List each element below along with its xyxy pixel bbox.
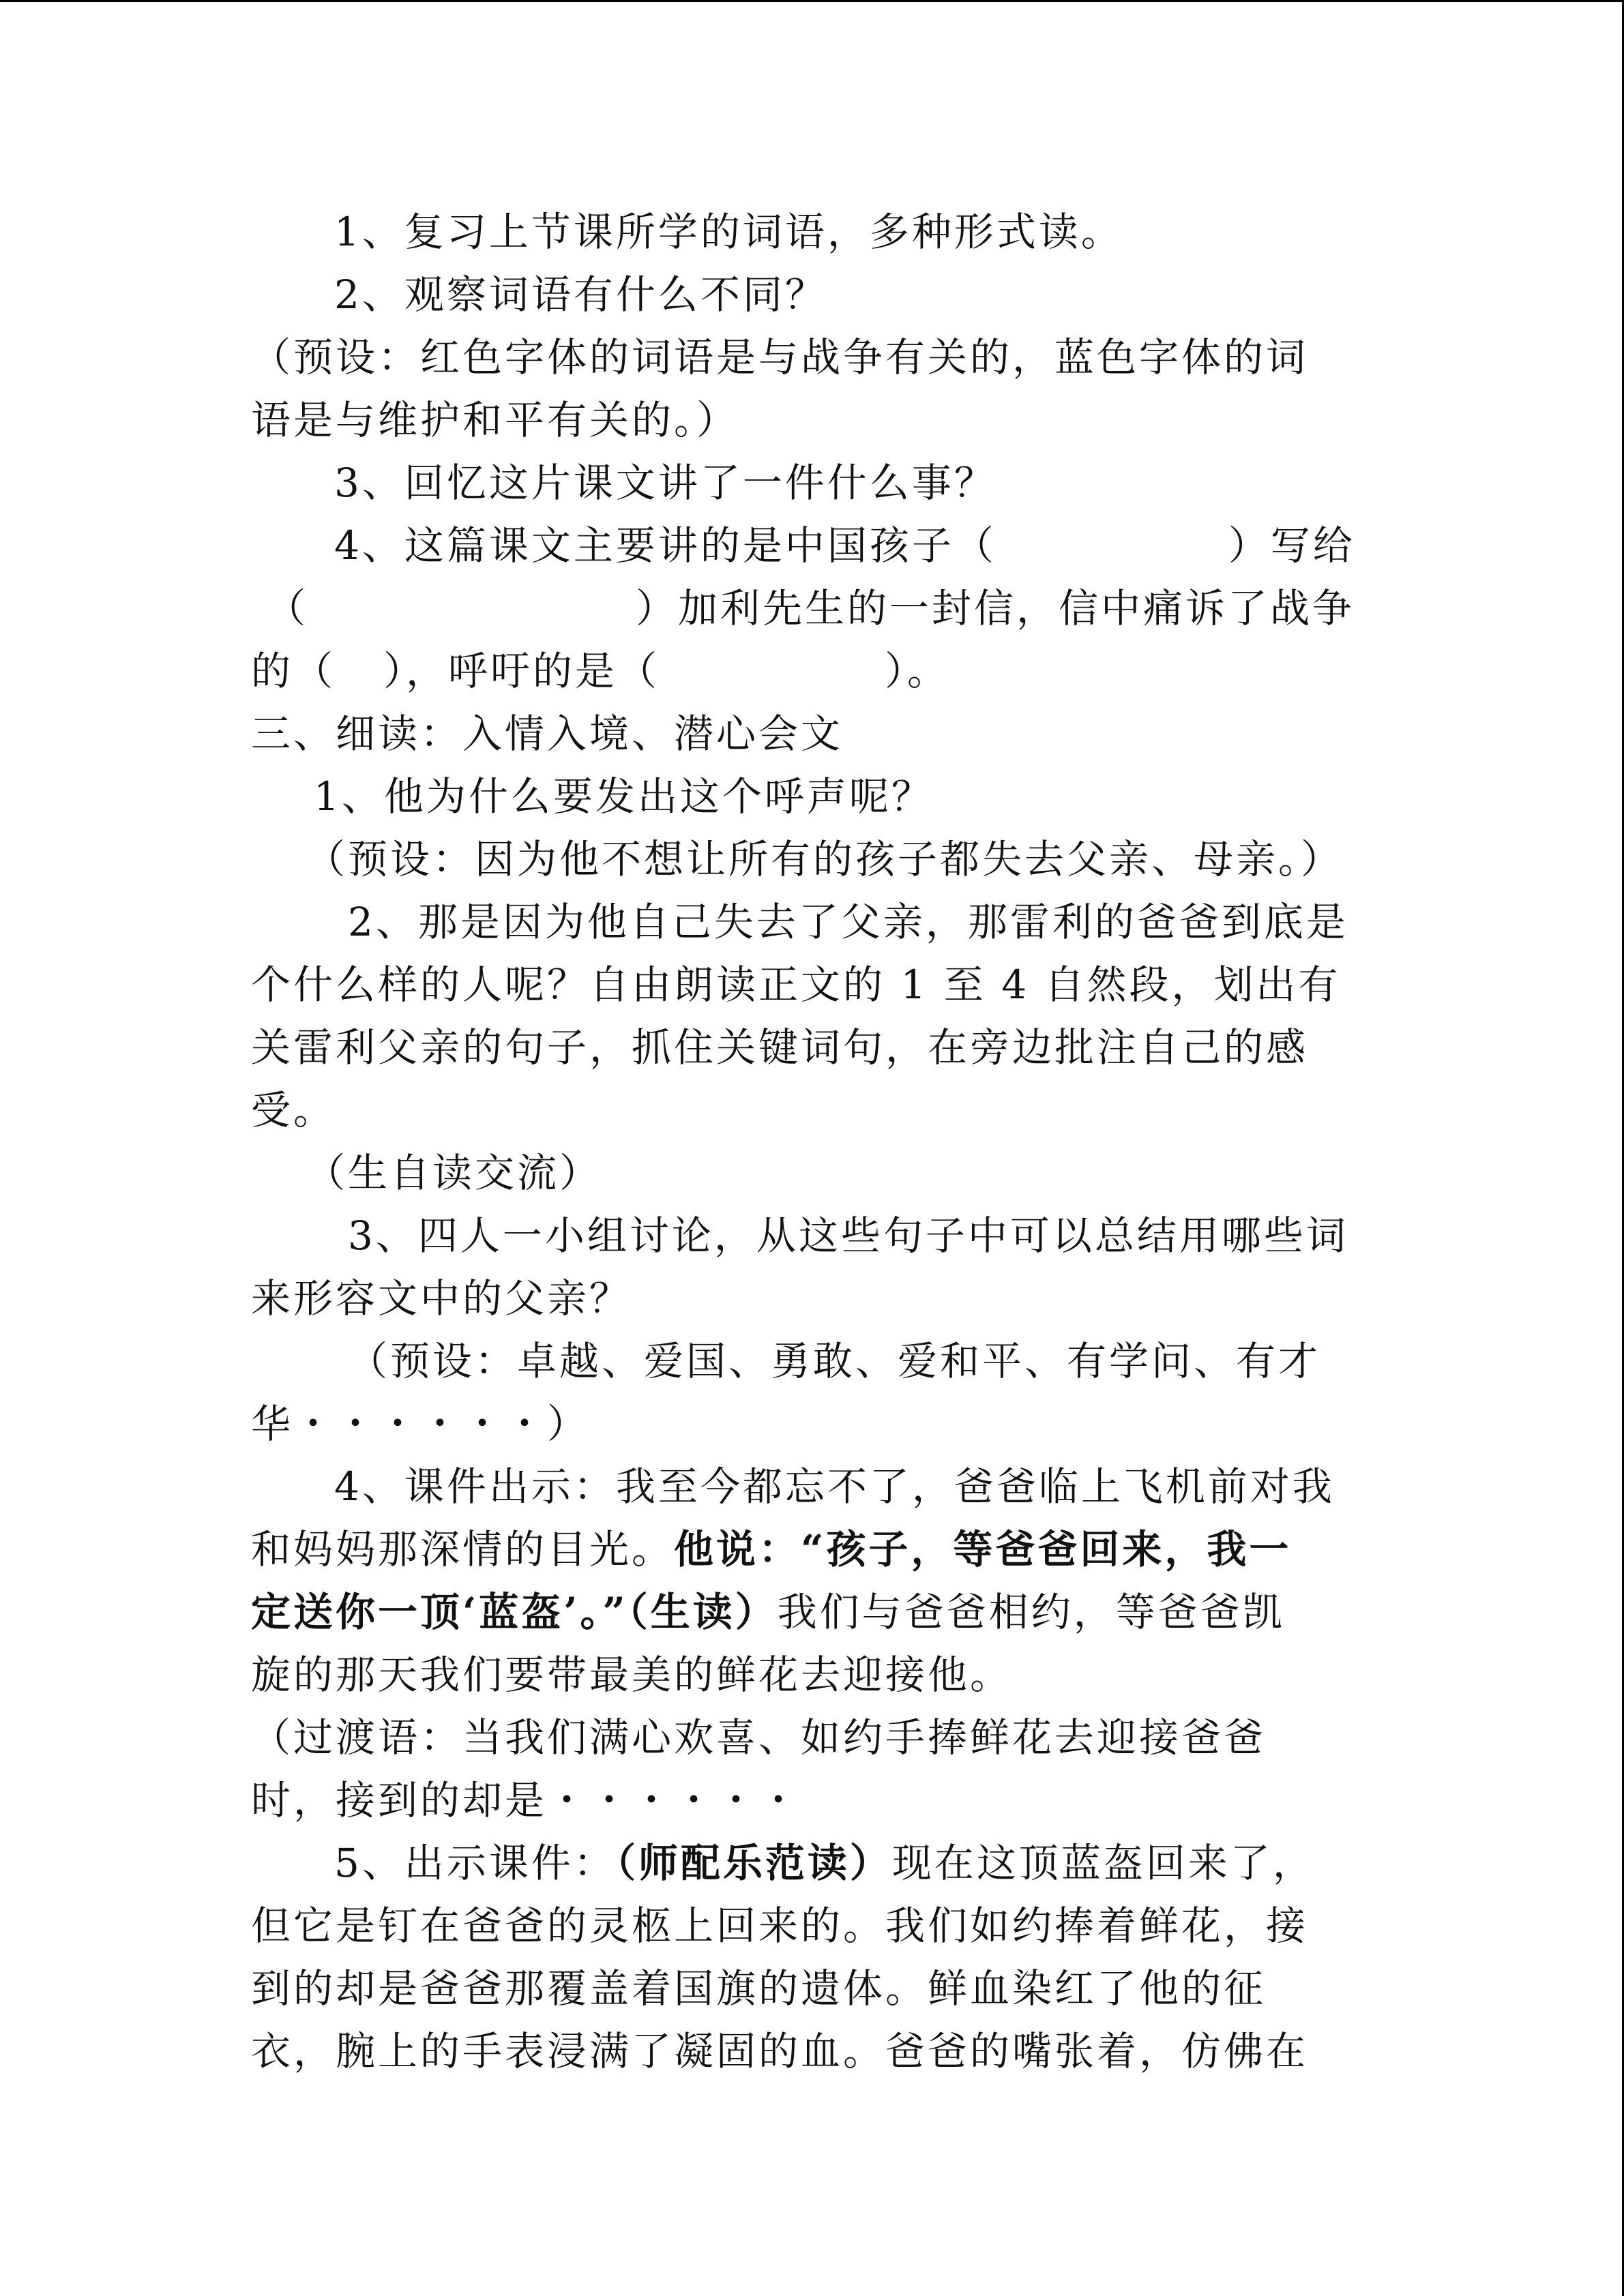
line-24: 旋的那天我们要带最美的鲜花去迎接他。	[251, 1652, 1013, 1698]
line-27: 5、出示课件：（师配乐范读）现在这顶蓝盔回来了，	[334, 1840, 1315, 1886]
line-23: 定送你一顶‘蓝盔’。”（生读）我们与爸爸相约，等爸爸凯	[251, 1589, 1285, 1635]
line-3: （预设：红色字体的词语是与战争有关的，蓝色字体的词	[251, 334, 1309, 381]
line-16: （生自读交流）	[306, 1150, 602, 1196]
line-20: 华・・・・・・）	[251, 1401, 590, 1447]
section-heading: 三、细读：入情入境、潜心会文	[251, 711, 844, 757]
line-21: 4、课件出示：我至今都忘不了，爸爸临上飞机前对我	[334, 1463, 1335, 1510]
line-10: 1、他为什么要发出这个呼声呢？	[314, 773, 934, 820]
line-5: 3、回忆这片课文讲了一件什么事？	[334, 460, 996, 506]
line-8: 的（ ），呼吁的是（ ）。	[251, 648, 950, 694]
line-19: （预设：卓越、爱国、勇敢、爱和平、有学问、有才	[348, 1338, 1321, 1384]
line-18: 来形容文中的父亲？	[251, 1275, 632, 1322]
line-11: （预设：因为他不想让所有的孩子都失去父亲、母亲。）	[306, 836, 1344, 882]
line-26: 时，接到的却是・・・・・・	[251, 1777, 801, 1823]
line-22: 和妈妈那深情的目光。他说：“孩子，等爸爸回来，我一	[251, 1526, 1292, 1572]
line-29: 到的却是爸爸那覆盖着国旗的遗体。鲜血染红了他的征	[251, 1965, 1267, 2012]
line-2: 2、观察词语有什么不同？	[334, 271, 827, 318]
line-6: 4、这篇课文主要讲的是中国孩子（ ）写给	[334, 522, 1355, 569]
line-14: 关雷利父亲的句子，抓住关键词句，在旁边批注自己的感	[251, 1024, 1309, 1071]
line-17: 3、四人一小组讨论，从这些句子中可以总结用哪些词	[348, 1212, 1348, 1259]
line-25: （过渡语：当我们满心欢喜、如约手捧鲜花去迎接爸爸	[251, 1714, 1267, 1761]
line-15: 受。	[251, 1087, 336, 1133]
line-13: 个什么样的人呢？自由朗读正文的 1 至 4 自然段，划出有	[251, 961, 1341, 1008]
line-7: （ ）加利先生的一封信，信中痛诉了战争	[266, 585, 1355, 631]
line-4: 语是与维护和平有关的。）	[251, 397, 739, 443]
line-1: 1、复习上节课所学的词语，多种形式读。	[334, 209, 1123, 255]
line-28: 但它是钉在爸爸的灵柩上回来的。我们如约捧着鲜花，接	[251, 1903, 1309, 1949]
page-top-border	[0, 0, 1624, 2]
line-30: 衣，腕上的手表浸满了凝固的血。爸爸的嘴张着，仿佛在	[251, 2028, 1309, 2074]
line-12: 2、那是因为他自己失去了父亲，那雷利的爸爸到底是	[348, 899, 1348, 945]
